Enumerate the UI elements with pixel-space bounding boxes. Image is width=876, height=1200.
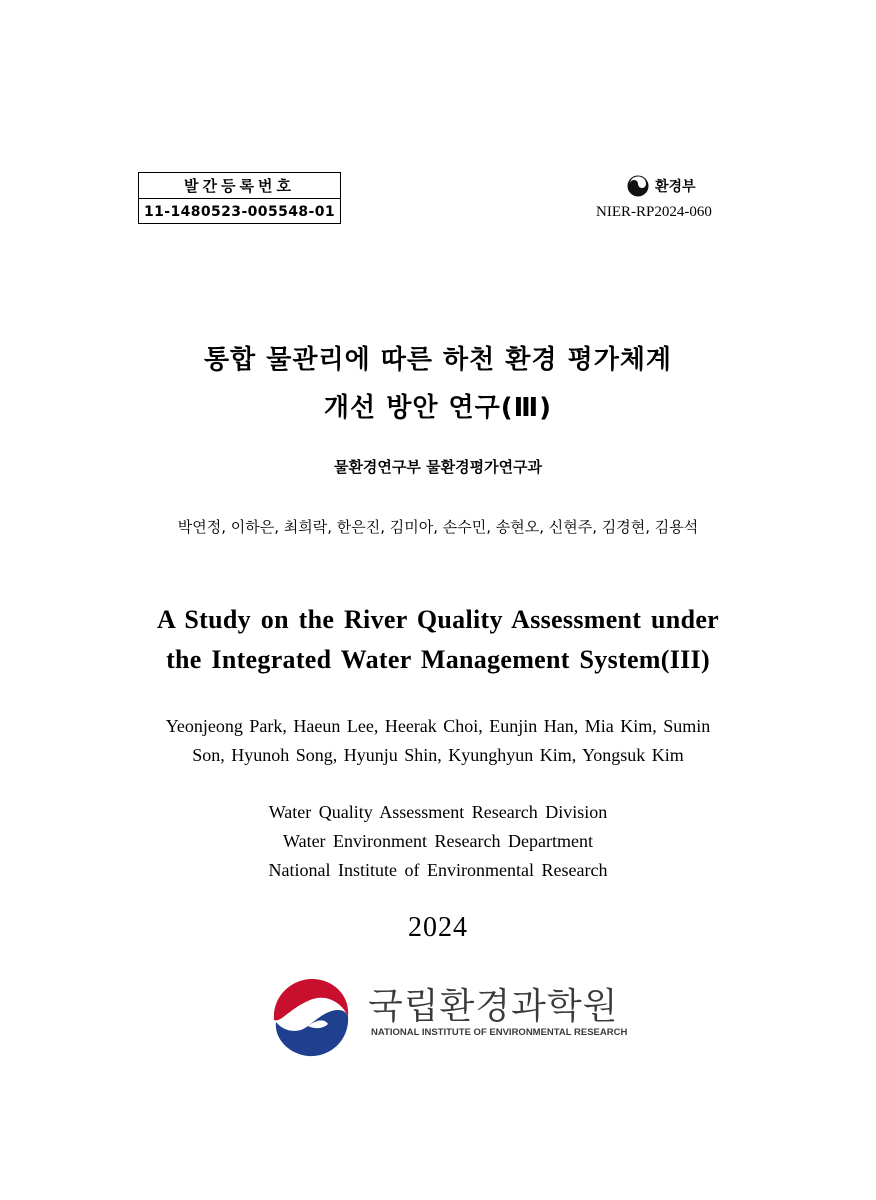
organization-english bbox=[0, 798, 876, 885]
title-english-line-1: A Study on the River Quality Assessment under bbox=[156, 605, 720, 634]
title-korean-line-1: 통합 물관리에 따른 하천 환경 평가체계 bbox=[203, 345, 673, 375]
department-name: Water Environment Research Department bbox=[283, 831, 593, 851]
taegeuk-emblem-icon bbox=[268, 974, 354, 1060]
title-english bbox=[0, 600, 876, 680]
report-number: NIER-RP2024-060 bbox=[596, 204, 712, 220]
title-korean-line-2: 개선 방안 연구(Ⅲ) bbox=[323, 393, 553, 423]
title-korean bbox=[0, 336, 876, 432]
publication-year: 2024 bbox=[408, 912, 468, 943]
authors-korean: 박연정, 이하은, 최희락, 한은진, 김미아, 손수민, 송현오, 신현주, 김경현, 김용석 bbox=[177, 518, 699, 536]
institute-name: National Institute of Environmental Research bbox=[268, 860, 608, 880]
registration-box bbox=[138, 172, 341, 224]
department-korean: 물환경연구부 물환경평가연구과 bbox=[333, 458, 543, 476]
registration-number: 11-1480523-005548-01 bbox=[143, 203, 336, 220]
institute-name-english: NATIONAL INSTITUTE OF ENVIRONMENTAL RESEARCH bbox=[371, 1027, 628, 1038]
division-name: Water Quality Assessment Research Division bbox=[268, 802, 608, 822]
authors-english bbox=[0, 712, 876, 770]
authors-english-line-1: Yeonjeong Park, Haeun Lee, Heerak Choi, Eunjin Han, Mia Kim, Sumin bbox=[165, 716, 711, 736]
ministry-mark bbox=[627, 175, 696, 197]
institute-name-korean: 국립환경과학원 bbox=[368, 986, 619, 1027]
ministry-taegeuk-icon bbox=[627, 175, 649, 197]
ministry-name: 환경부 bbox=[655, 179, 696, 195]
registration-label: 발간등록번호 bbox=[139, 173, 340, 199]
title-english-line-2: the Integrated Water Management System(III) bbox=[166, 645, 710, 674]
institute-logo bbox=[268, 970, 628, 1056]
authors-english-line-2: Son, Hyunoh Song, Hyunju Shin, Kyunghyun Kim, Yongsuk Kim bbox=[192, 745, 684, 765]
